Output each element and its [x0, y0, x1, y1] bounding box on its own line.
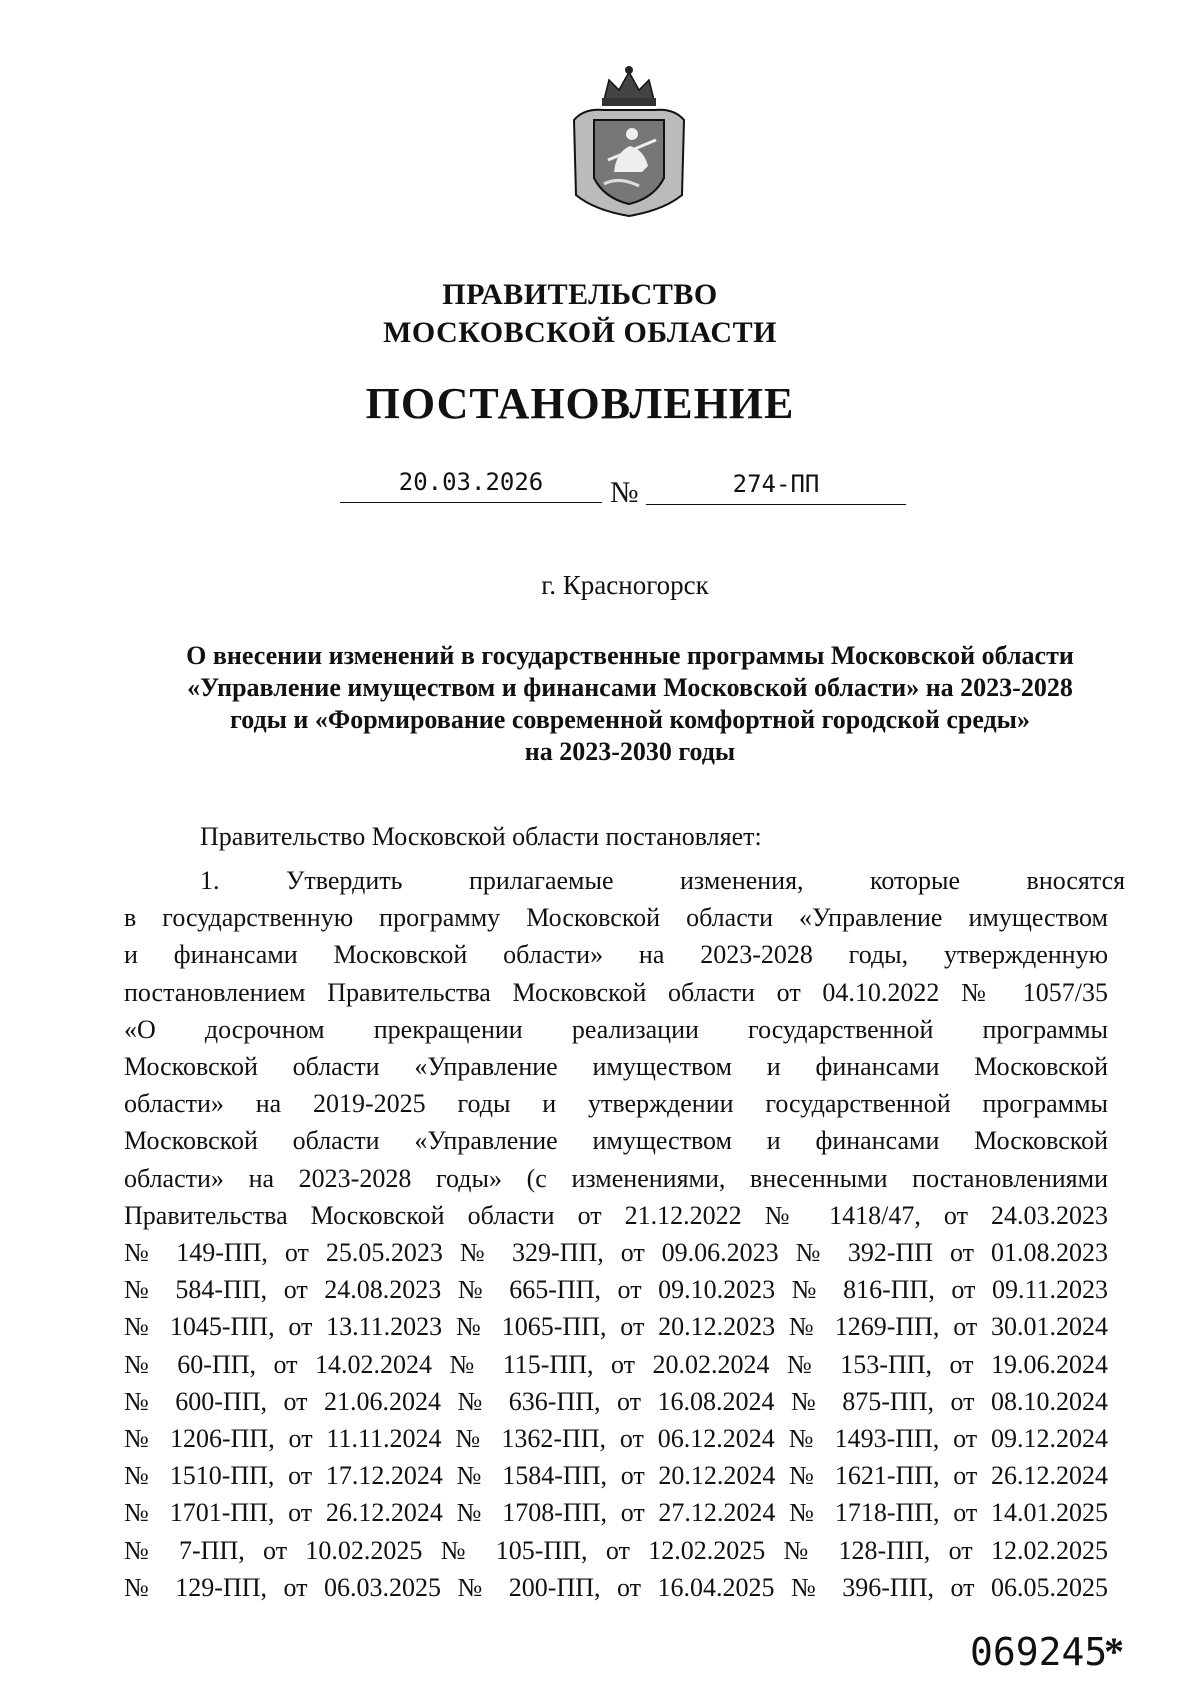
body-line: № 149-ПП, от 25.05.2023 № 329-ПП, от 09.06.2023 № 392-ПП от 01.08.2023 — [124, 1238, 1108, 1268]
body-line: № 600-ПП, от 21.06.2024 № 636-ПП, от 16.08.2024 № 875-ПП, от 08.10.2024 — [124, 1386, 1108, 1416]
body-line: области» на 2023-2028 годы» (с изменениями, внесенными постановлениями — [124, 1163, 1108, 1193]
body-line: № 7-ПП, от 10.02.2025 № 105-ПП, от 12.02.2025 № 128-ПП, от 12.02.2025 — [124, 1535, 1108, 1565]
title-line: годы и «Формирование современной комфортной городской среды» — [230, 705, 1030, 734]
document-title — [120, 640, 1140, 768]
body-line: № 129-ПП, от 06.03.2025 № 200-ПП, от 16.04.2025 № 396-ПП, от 06.05.2025 — [124, 1572, 1108, 1602]
body-line: Московской области «Управление имуществом и финансами Московской — [124, 1052, 1108, 1082]
body-line: Правительства Московской области от 21.12.2022 № 1418/47, от 24.03.2023 — [124, 1200, 1108, 1230]
body-line: № 60-ПП, от 14.02.2024 № 115-ПП, от 20.02.2024 № 153-ПП, от 19.06.2024 — [124, 1349, 1108, 1379]
document-date: 20.03.2026 — [340, 468, 602, 503]
body-line: № 1701-ПП, от 26.12.2024 № 1708-ПП, от 27.12.2024 № 1718-ПП, от 14.01.2025 — [124, 1498, 1108, 1528]
body-line: 1. Утвердить прилагаемые изменения, которые вносятся — [200, 866, 1126, 895]
number-sign: № — [610, 476, 639, 509]
body-line: № 1045-ПП, от 13.11.2023 № 1065-ПП, от 20.12.2023 № 1269-ПП, от 30.01.2024 — [124, 1312, 1108, 1342]
city: г. Красногорск — [541, 570, 709, 600]
title-line: О внесении изменений в государственные программы Московской области — [186, 641, 1074, 670]
body-line: № 1206-ПП, от 11.11.2024 № 1362-ПП, от 06.12.2024 № 1493-ПП, от 09.12.2024 — [124, 1424, 1108, 1454]
title-line: на 2023-2030 годы — [524, 737, 736, 766]
star-mark: * — [1104, 1629, 1124, 1674]
body-line: № 1510-ПП, от 17.12.2024 № 1584-ПП, от 20.12.2024 № 1621-ПП, от 26.12.2024 — [124, 1461, 1108, 1491]
body-line: области» на 2019-2025 годы и утверждении государственной программы — [124, 1089, 1108, 1119]
body-line: Московской области «Управление имуществом и финансами Московской — [124, 1126, 1108, 1156]
document-serial-number: 069245 — [970, 1630, 1108, 1674]
issuer-line-2: МОСКОВСКОЙ ОБЛАСТИ — [383, 316, 777, 349]
body-line: и финансами Московской области» на 2023-2028 годы, утвержденную — [124, 940, 1108, 970]
title-line: «Управление имуществом и финансами Московской области» на 2023-2028 — [187, 673, 1073, 702]
document-number: 274-ПП — [646, 470, 906, 505]
issuer-name — [0, 276, 1160, 352]
body-paragraph — [124, 862, 1126, 1606]
issuer-line-1: ПРАВИТЕЛЬСТВО — [442, 278, 718, 311]
body-line: постановлением Правительства Московской области от 04.10.2022 № 1057/35 — [124, 977, 1108, 1007]
body-line: № 584-ПП, от 24.08.2023 № 665-ПП, от 09.10.2023 № 816-ПП, от 09.11.2023 — [124, 1275, 1108, 1305]
document-type: ПОСТАНОВЛЕНИЕ — [365, 379, 795, 428]
intro-paragraph: Правительство Московской области постановляет: — [200, 822, 762, 851]
body-line: в государственную программу Московской области «Управление имуществом — [124, 903, 1108, 933]
moscow-oblast-coat-of-arms-icon — [564, 60, 694, 218]
body-line: «О досрочном прекращении реализации государственной программы — [124, 1014, 1108, 1044]
